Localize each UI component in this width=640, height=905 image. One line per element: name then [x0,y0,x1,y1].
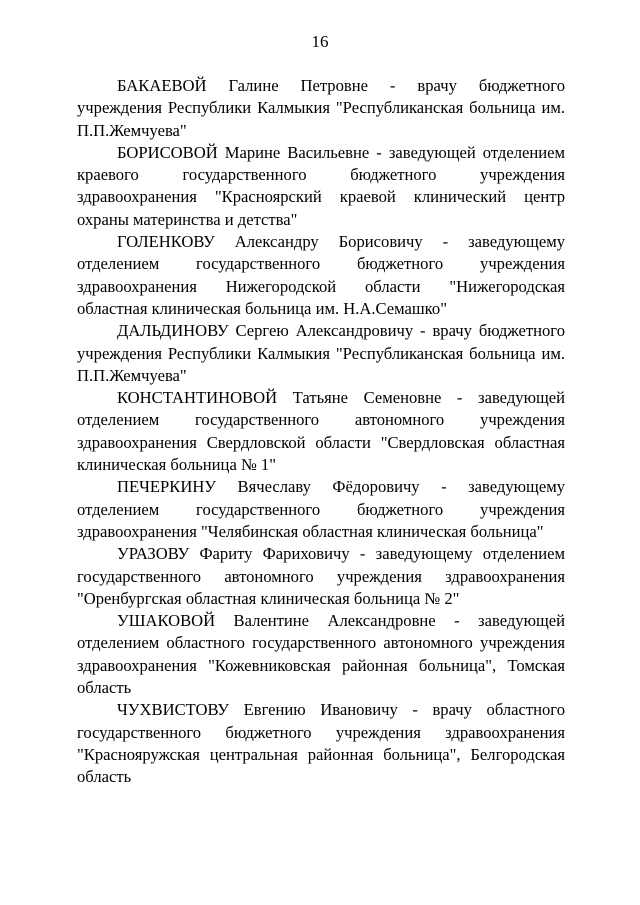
page-number: 16 [311,32,329,51]
list-item: ДАЛЬДИНОВУ Сергею Александровичу - врачу бюджетного учреждения Республики Калмыкия "Республиканская больница им. П.П.Жемчуева" [77,321,565,385]
list-item: ЧУХВИСТОВУ Евгению Ивановичу - врачу областного государственного бюджетного учреждения здравоохранения "Краснояружская центральная районная больница", Белгородская область [77,700,565,787]
list-item: ПЕЧЕРКИНУ Вячеславу Фёдоровичу - заведующему отделением государственного бюджетного учреждения здравоохранения "Челябинская областная клиническая больница" [77,477,565,541]
list-item: УРАЗОВУ Фариту Фариховичу - заведующему отделением государственного автономного учреждения здравоохранения "Оренбургская областная клиническая больница № 2" [77,544,565,608]
list-item: УШАКОВОЙ Валентине Александровне - заведующей отделением областного государственного автономного учреждения здравоохранения "Кожевниковская районная больница", Томская область [77,611,565,698]
award-list [77,75,565,789]
list-item: КОНСТАНТИНОВОЙ Татьяне Семеновне - заведующей отделением государственного автономного учреждения здравоохранения Свердловской области "Свердловская областная клиническая больница № 1" [77,388,565,475]
list-item: БОРИСОВОЙ Марине Васильевне - заведующей отделением краевого государственного бюджетного учреждения здравоохранения "Красноярский краевой клинический центр охраны материнства и детства" [77,142,565,229]
list-item: ГОЛЕНКОВУ Александру Борисовичу - заведующему отделением государственного бюджетного учреждения здравоохранения Нижегородской области "Нижегородская областная клиническая больница им. Н.А.Семашко" [77,232,565,318]
list-item: БАКАЕВОЙ Галине Петровне - врачу бюджетного учреждения Республики Калмыкия "Республиканская больница им. П.П.Жемчуева" [77,76,565,140]
